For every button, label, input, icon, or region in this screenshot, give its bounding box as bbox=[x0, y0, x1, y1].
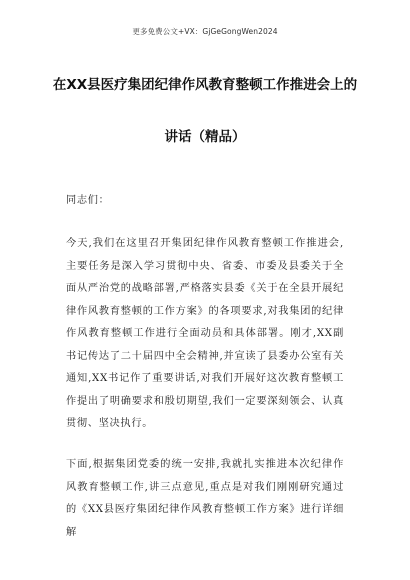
document-title-line-1: 在XX县医疗集团纪律作风教育整顿工作推进会上的 bbox=[52, 77, 358, 93]
body-paragraph-1: 今天,我们在这里召开集团纪律作风教育整顿工作推进会,主要任务是深入学习贯彻中央、省委、市委及县委关于全面从严治党的战略部署,严格落实县委《关于在全县开展纪律作风教育整顿的工作方案》的各项要求,对我集团的纪律作风教育整顿工作进行全面动员和具体部署。刚才,XX副书记传达了二十届四中全会精神,并宣读了县委办公室有关通知,XX书记作了重要讲话,对我们开展好这次教育整顿工作提出了明确要求和殷切期望,我们一定要深刻领会、认真贯彻、坚决执行。 bbox=[66, 238, 344, 429]
document-title-line-2: 讲话（精品） bbox=[164, 129, 246, 145]
header-note: 更多免费公文+VX：GjGeGongWen2024 bbox=[132, 27, 278, 36]
greeting: 同志们： bbox=[66, 195, 110, 206]
body-paragraph-2: 下面,根据集团党委的统一安排,我就扎实推进本次纪律作风教育整顿工作,讲三点意见,重点是对我们刚刚研究通过的《XX县医疗集团纪律作风教育整顿工作方案》进行详细解 bbox=[66, 459, 344, 538]
